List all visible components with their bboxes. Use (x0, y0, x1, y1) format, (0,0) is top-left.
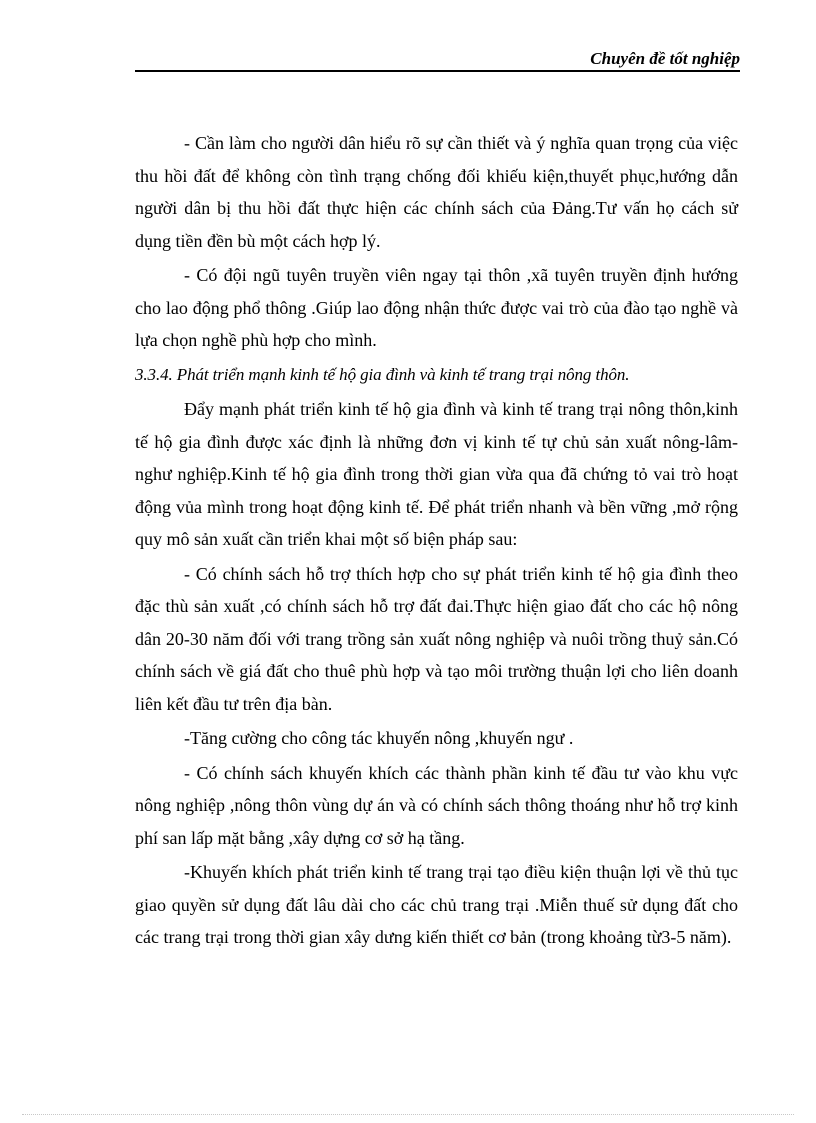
footer-rule (22, 1114, 794, 1115)
section-heading: 3.3.4. Phát triển mạnh kinh tế hộ gia đình và kinh tế trang trại nông thôn. (135, 364, 630, 384)
paragraph-6: - Có chính sách khuyến khích các thành phần kinh tế đầu tư vào khu vực nông nghiệp ,nông thôn vùng dự án và có chính sách thông thoáng như hỗ trợ kinh phí san lấp mặt bằng ,xây dựng cơ sở hạ tầng. (135, 762, 738, 848)
paragraph-4: - Có chính sách hỗ trợ thích hợp cho sự phát triển kinh tế hộ gia đình theo đặc thù sản xuất ,có chính sách hỗ trợ đất đai.Thực hiện giao đất cho các hộ nông dân 20-30 năm đối với trang trồng sản xuất nông nghiệp và nuôi trồng thuỷ sản.Có chính sách về giá đất cho thuê phù hợp và tạo môi trường thuận lợi cho liên doanh liên kết đầu tư trên địa bàn. (135, 563, 738, 714)
paragraph-2: - Có đội ngũ tuyên truyền viên ngay tại thôn ,xã tuyên truyền định hướng cho lao động phổ thông .Giúp lao động nhận thức được vai trò của đào tạo nghề và lựa chọn nghề phù hợp cho mình. (135, 265, 738, 350)
paragraph-7: -Khuyến khích phát triển kinh tế trang trại tạo điều kiện thuận lợi về thủ tục giao quyền sử dụng đất lâu dài cho các chủ trang trại .Miễn thuế sử dụng đất cho các trang trại trong thời gian xây dưng kiến thiết cơ bản (trong khoảng từ3-5 năm). (135, 862, 738, 947)
paragraph-1: - Cần làm cho người dân hiểu rõ sự cần thiết và ý nghĩa quan trọng của việc thu hồi đất để không còn tình trạng chống đối khiếu kiện,thuyết phục,hướng dẫn người dân bị thu hồi đất thực hiện các chính sách của Đảng.Tư vấn họ cách sử dụng tiền đền bù một cách hợp lý. (135, 133, 738, 251)
header-title: Chuyên đề tốt nghiệp (590, 49, 740, 68)
paragraph-3: Đẩy mạnh phát triển kinh tế hộ gia đình và kinh tế trang trại nông thôn,kinh tế hộ gia đình được xác định là những đơn vị kinh tế tự chủ sản xuất nông-lâm-nghư nghiệp.Kinh tế hộ gia đình trong thời gian vừa qua đã chứng tỏ vai trò hoạt động vủa mình trong hoạt động kinh tế. Để phát triển nhanh và bền vững ,mở rộng quy mô sản xuất cần triển khai một số biện pháp sau: (135, 399, 738, 549)
paragraph-5: -Tăng cường cho công tác khuyến nông ,khuyến ngư . (184, 728, 574, 748)
header-rule (135, 70, 740, 72)
document-body (135, 127, 738, 956)
